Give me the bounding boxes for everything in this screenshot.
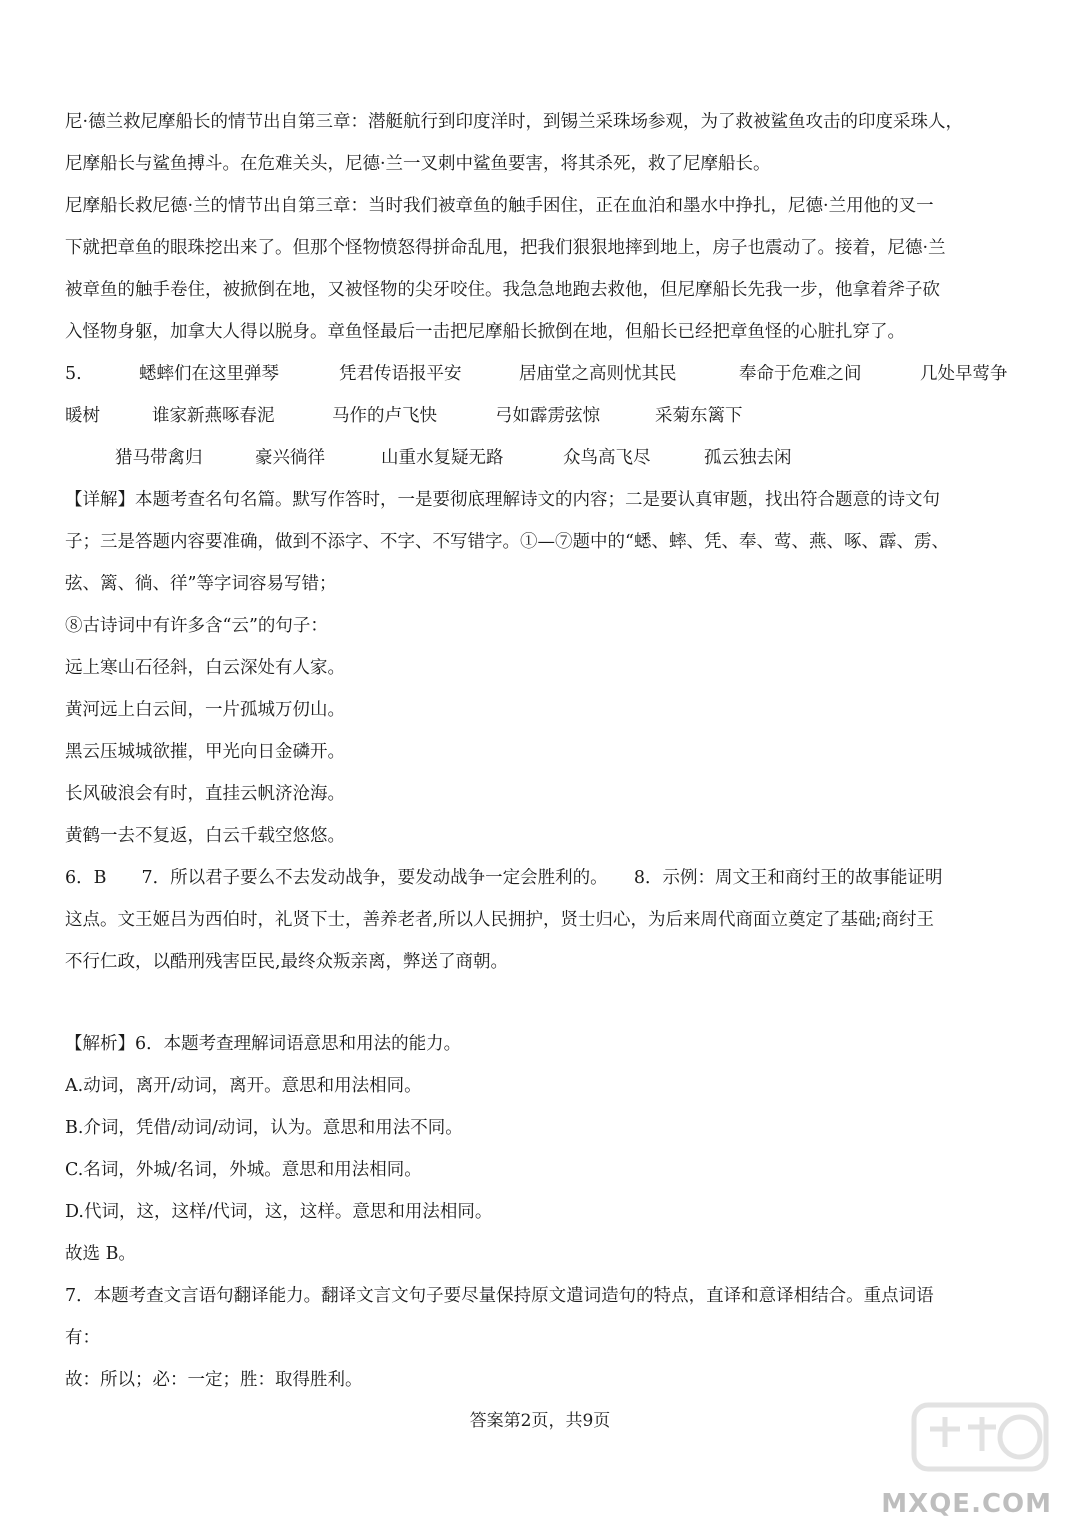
explanation-line: 【详解】本题考查名句名篇。默写作答时，一是要彻底理解诗文的内容；二是要认真审题，找出符合题意的诗文句	[65, 490, 940, 510]
poem-answer: 暖树	[65, 406, 100, 426]
poem-answer: 豪兴徜徉	[255, 448, 325, 468]
paragraph-line: 尼摩船长与鲨鱼搏斗。在危难关头，尼德·兰一叉刺中鲨鱼要害，将其杀死，救了尼摩船长。	[65, 154, 771, 174]
poem-answer: 弓如霹雳弦惊	[495, 406, 600, 426]
explanation-line: 弦、篱、徜、徉”等字词容易写错；	[65, 574, 337, 594]
analysis-line: B.介词，凭借/动词/动词，认为。意思和用法不同。	[65, 1118, 463, 1138]
analysis-line: 故：所以；必：一定；胜：取得胜利。	[65, 1370, 363, 1390]
poem-answer: 凭君传语报平安	[339, 364, 462, 384]
analysis-line: A.动词，离开/动词，离开。意思和用法相同。	[65, 1076, 422, 1096]
answer-line: 6．B 7．所以君子要么不去发动战争，要发动战争一定会胜利的。 8．示例：周文王和商纣王的故事能证明	[65, 868, 943, 888]
analysis-line: D.代词，这，这样/代词，这，这样。意思和用法相同。	[65, 1202, 493, 1222]
poem-answer: 猎马带禽归	[115, 448, 203, 468]
paragraph-line: 被章鱼的触手卷住，被掀倒在地，又被怪物的尖牙咬住。我急急地跑去救他，但尼摩船长先我一步，他拿着斧子砍	[65, 280, 940, 300]
analysis-line: 【解析】6．本题考查理解词语意思和用法的能力。	[65, 1034, 462, 1054]
poem-answer: 马作的卢飞快	[332, 406, 437, 426]
watermark-text: MXQE.COM	[881, 1489, 1052, 1519]
analysis-line: 有：	[65, 1328, 100, 1348]
poem-answer: 蟋蟀们在这里弹琴	[139, 364, 279, 384]
poem-line: 黄鹤一去不复返，白云千载空悠悠。	[65, 826, 345, 846]
poem-answer: 孤云独去闲	[704, 448, 792, 468]
paragraph-line: 尼摩船长救尼德·兰的情节出自第三章：当时我们被章鱼的触手困住，正在血泊和墨水中挣扎，尼德·兰用他的叉一	[65, 196, 934, 216]
poem-line: 长风破浪会有时，直挂云帆济沧海。	[65, 784, 345, 804]
answer-line: 这点。文王姬吕为西伯时，礼贤下士，善养老者,所以人民拥护，贤士归心，为后来周代商面立奠定了基础;商纣王	[65, 910, 934, 930]
q5-answer-row-1	[65, 353, 1025, 395]
answer-line: 不行仁政，以酷刑残害臣民,最终众叛亲离，弊送了商朝。	[65, 952, 509, 972]
q5-answer-row-3	[65, 437, 1025, 479]
section-spacer	[65, 983, 1025, 1023]
analysis-line: 故选 B。	[65, 1244, 136, 1264]
paragraph-line: 尼·德兰救尼摩船长的情节出自第三章：潜艇航行到印度洋时，到锡兰采珠场参观，为了救被鲨鱼攻击的印度采珠人，	[65, 112, 964, 132]
poem-answer: 山重水复疑无路	[381, 448, 504, 468]
poem-answer: 奉命于危难之间	[739, 364, 862, 384]
poem-line: 黄河远上白云间，一片孤城万仞山。	[65, 700, 345, 720]
poem-answer: 几处早莺争	[920, 364, 1008, 384]
explanation-line: 子；三是答题内容要准确，做到不添字、不字、不写错字。①—⑦题中的“蟋、蟀、凭、奉、莺、燕、啄、霹、雳、	[65, 532, 949, 552]
answer-page-body	[65, 101, 1025, 1401]
poem-line: 黑云压城城欲摧，甲光向日金磷开。	[65, 742, 345, 762]
explanation-line: ⑧古诗词中有许多含“云”的句子：	[65, 616, 328, 636]
poem-answer: 采菊东篱下	[655, 406, 743, 426]
poem-line: 远上寒山石径斜，白云深处有人家。	[65, 658, 345, 678]
question-number: 5.	[65, 364, 82, 384]
paragraph-line: 下就把章鱼的眼珠挖出来了。但那个怪物愤怒得拼命乱甩，把我们狠狠地摔到地上，房子也震动了。接着，尼德·兰	[65, 238, 946, 258]
analysis-line: C.名词，外城/名词，外城。意思和用法相同。	[65, 1160, 422, 1180]
paragraph-line: 入怪物身躯，加拿大人得以脱身。章鱼怪最后一击把尼摩船长掀倒在地，但船长已经把章鱼怪的心脏扎穿了。	[65, 322, 905, 342]
poem-answer: 居庙堂之高则忧其民	[519, 364, 677, 384]
poem-answer: 众鸟高飞尽	[563, 448, 651, 468]
analysis-line: 7．本题考查文言语句翻译能力。翻译文言文句子要尽量保持原文遣词造句的特点，直译和意译相结合。重点词语	[65, 1286, 934, 1306]
q5-answer-row-2	[65, 395, 1025, 437]
page-footer: 答案第2页，共9页	[469, 1411, 611, 1431]
poem-answer: 谁家新燕啄春泥	[152, 406, 275, 426]
